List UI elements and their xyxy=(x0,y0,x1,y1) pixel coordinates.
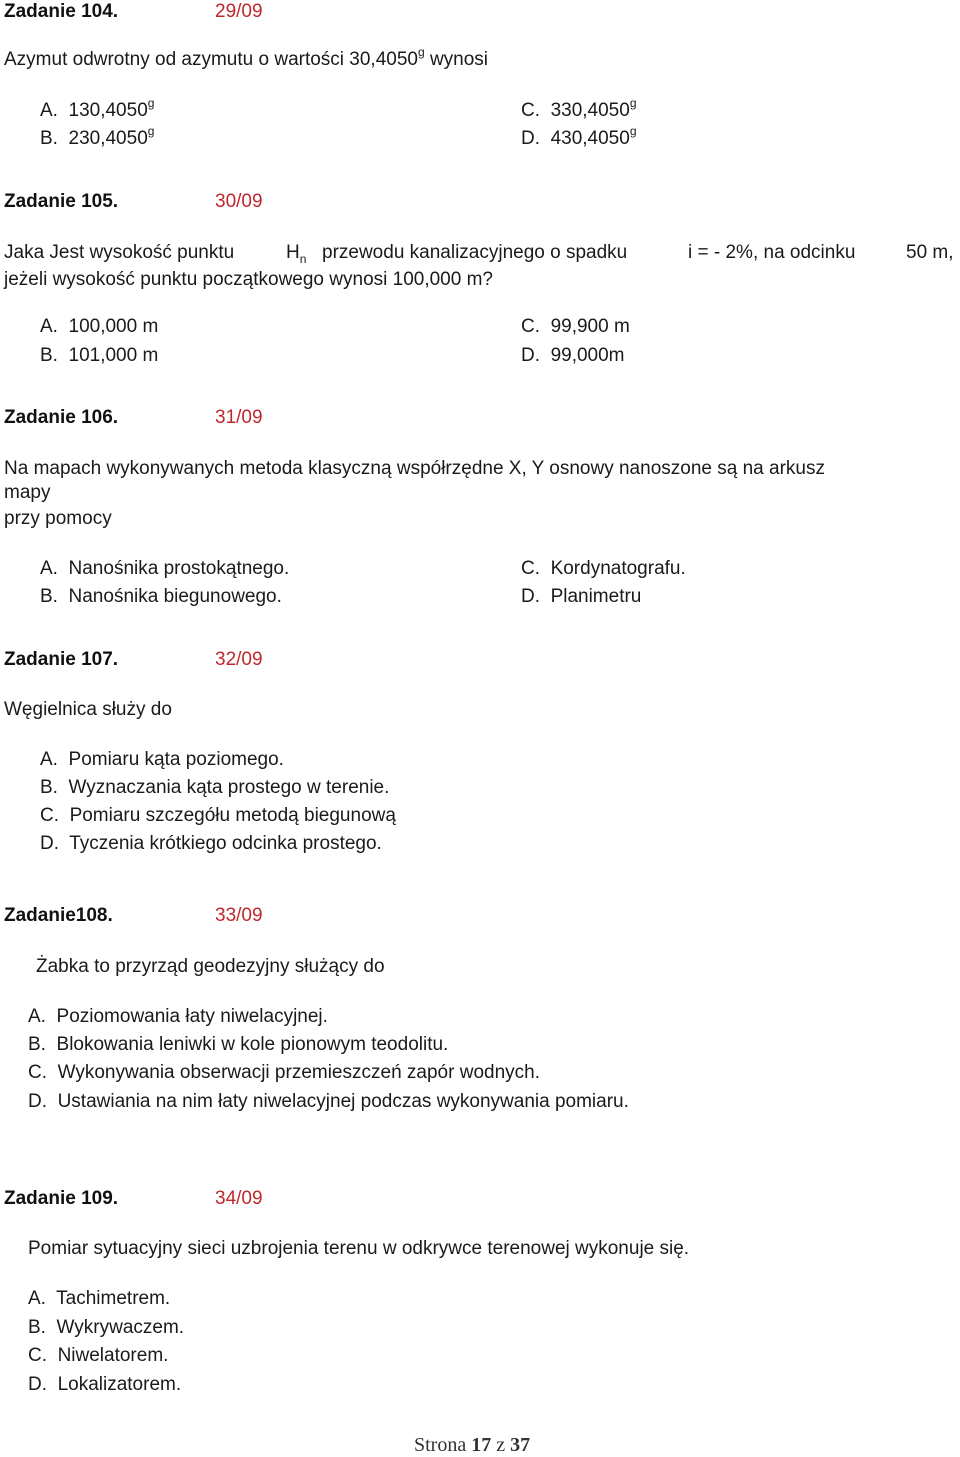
q104-ref: 29/09 xyxy=(215,1,263,22)
q106-answer-a: A. Nanośnika prostokątnego. xyxy=(40,558,290,579)
q105-height-symbol: $H_n$ xyxy=(286,242,307,266)
q104-answer-d: D. 430,4050$^g$ xyxy=(521,124,637,149)
q108-ref: 33/09 xyxy=(215,905,263,926)
current-page-number: 17 xyxy=(471,1434,492,1456)
q107-answer-c: C. Pomiaru szczegółu metodą biegunową xyxy=(40,805,396,826)
q105-title: Zadanie 105. xyxy=(4,191,119,212)
q105-answer-a: A. 100,000 m xyxy=(40,316,159,337)
q106-line3: przy pomocy xyxy=(4,508,112,529)
q107-answer-a: A. Pomiaru kąta poziomego. xyxy=(40,749,284,770)
q108-answer-b: B. Blokowania leniwki w kole pionowym teodolitu. xyxy=(28,1034,449,1055)
q107-question: Węgielnica służy do xyxy=(4,699,172,720)
q108-answer-a: A. Poziomowania łaty niwelacyjnej. xyxy=(28,1006,328,1027)
q106-answer-b: B. Nanośnika biegunowego. xyxy=(40,586,282,607)
q105-line1-a: Jaka Jest wysokość punktu xyxy=(4,242,235,263)
q108-answer-d: D. Ustawiania na nim łaty niwelacyjnej podczas wykonywania pomiaru. xyxy=(28,1091,629,1112)
q105-line1-b: przewodu kanalizacyjnego o spadku xyxy=(322,242,628,263)
q105-line1-d: 50 m, xyxy=(906,242,954,263)
q105-answer-d: D. 99,000m xyxy=(521,345,625,366)
q104-answer-a: A. 130,4050$^g$ xyxy=(40,96,155,121)
total-page-count: 37 xyxy=(510,1434,531,1456)
page-footer: Strona 17 z 37 xyxy=(414,1434,531,1456)
q109-answer-d: D. Lokalizatorem. xyxy=(28,1374,182,1395)
q105-answer-c: C. 99,900 m xyxy=(521,316,630,337)
q105-answer-b: B. 101,000 m xyxy=(40,345,159,366)
q108-answer-c: C. Wykonywania obserwacji przemieszczeń zapór wodnych. xyxy=(28,1062,540,1083)
q109-ref: 34/09 xyxy=(215,1188,263,1209)
q107-ref: 32/09 xyxy=(215,649,263,670)
q109-answer-a: A. Tachimetrem. xyxy=(28,1288,171,1309)
q108-title: Zadanie108. xyxy=(4,905,113,926)
q109-answer-c: C. Niwelatorem. xyxy=(28,1345,169,1366)
q107-title: Zadanie 107. xyxy=(4,649,119,670)
q104-title: Zadanie 104. xyxy=(4,1,119,22)
q104-question: Azymut odwrotny od azymutu o wartości 30,4050$^g$ wynosi xyxy=(4,45,489,70)
q106-answer-c: C. Kordynatografu. xyxy=(521,558,686,579)
q105-line2: jeżeli wysokość punktu początkowego wynosi 100,000 m? xyxy=(4,269,493,290)
q106-ref: 31/09 xyxy=(215,407,263,428)
q109-question: Pomiar sytuacyjny sieci uzbrojenia terenu w odkrywce terenowej wykonuje się. xyxy=(28,1238,690,1259)
q106-answer-d: D. Planimetru xyxy=(521,586,642,607)
q105-line1-c: i = - 2%, na odcinku xyxy=(688,242,856,263)
q109-title: Zadanie 109. xyxy=(4,1188,119,1209)
q106-title: Zadanie 106. xyxy=(4,407,119,428)
q109-answer-b: B. Wykrywaczem. xyxy=(28,1317,185,1338)
q108-question: Żabka to przyrząd geodezyjny służący do xyxy=(36,956,385,977)
q107-answer-d: D. Tyczenia krótkiego odcinka prostego. xyxy=(40,833,382,854)
q106-line1: Na mapach wykonywanych metoda klasyczną współrzędne X, Y osnowy nanoszone są na arkusz xyxy=(4,458,825,479)
q104-answer-c: C. 330,4050$^g$ xyxy=(521,96,637,121)
q107-answer-b: B. Wyznaczania kąta prostego w terenie. xyxy=(40,777,390,798)
q106-line2: mapy xyxy=(4,482,51,503)
q104-answer-b: B. 230,4050$^g$ xyxy=(40,124,155,149)
q105-ref: 30/09 xyxy=(215,191,263,212)
